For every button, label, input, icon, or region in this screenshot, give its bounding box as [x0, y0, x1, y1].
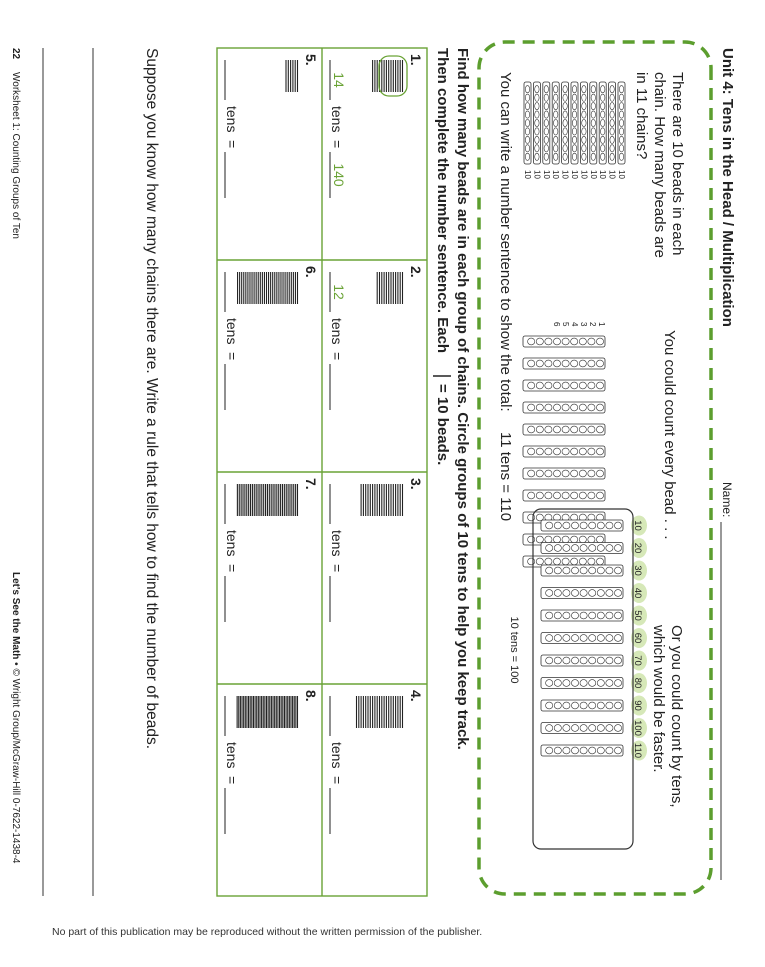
disclaimer: No part of this publication may be reproduced without the written permission of the publisher. [52, 926, 483, 938]
tens-count: 90 [632, 700, 643, 711]
bead-chain [541, 678, 623, 689]
equals-sign: = [329, 140, 345, 149]
tens-count: 30 [632, 565, 643, 576]
count-number: 1 [597, 322, 606, 327]
bead-chain [523, 358, 605, 369]
tally-group [286, 60, 298, 92]
count-number: 2 [588, 322, 597, 327]
bead-chain [618, 82, 625, 164]
problem-number: 4. [408, 690, 424, 702]
tally-group [377, 272, 402, 304]
tens-count: 50 [632, 610, 643, 621]
tally-group [361, 484, 402, 516]
bead-chain [541, 610, 623, 621]
tens-count: 20 [632, 542, 643, 554]
bead-chain [541, 723, 623, 734]
sentence-value: 11 tens = 110 [497, 432, 514, 522]
tens-answer: 12 [331, 284, 347, 300]
tens-count: 10 [632, 520, 643, 531]
tens-word: tens [224, 530, 240, 557]
bead-chain [533, 82, 540, 164]
problem-number: 5. [303, 54, 319, 66]
bead-chain [523, 424, 605, 435]
bead-chain [523, 468, 605, 479]
equals-sign: = [329, 352, 345, 361]
by-tens-text [650, 624, 685, 808]
equals-sign: = [224, 140, 240, 149]
page-number: 22 [10, 48, 21, 60]
bead-chain [523, 490, 605, 501]
problem-number: 6. [303, 266, 319, 278]
problem-cell [329, 54, 424, 198]
problem-cell [329, 266, 424, 410]
count-number: 3 [579, 322, 588, 327]
tally-group [373, 60, 403, 92]
bead-chain [580, 82, 587, 164]
chain-label: 10 [523, 170, 532, 179]
bead-chain [541, 655, 623, 666]
instructions-line1: Find how many beads are in each group of chains. Circle groups of 10 tens to help you keep track. [454, 48, 471, 750]
bead-chain [571, 82, 578, 164]
unit-title: Unit 4: Tens in the Head / Multiplication [719, 48, 736, 327]
chain-label: 10 [551, 170, 561, 179]
problem-cell [329, 478, 424, 622]
problem-cell [224, 266, 319, 410]
total-answer: 140 [331, 163, 347, 187]
instructions-line2: Then complete the number sentence. Each [434, 48, 451, 354]
tens-word: tens [224, 318, 240, 345]
problem-number: 7. [303, 478, 319, 490]
bead-chain [523, 402, 605, 413]
bead-chain [541, 700, 623, 711]
tens-count: 60 [632, 632, 643, 644]
rule-prompt: Suppose you know how many chains there are. Write a rule that tells how to find the number of beads. [143, 48, 160, 750]
sentence-prefix: You can write a number sentence to show the total: [497, 72, 514, 412]
chain-label: 10 [560, 170, 570, 179]
name-label: Name: [720, 482, 734, 518]
chain-label: 10 [617, 170, 626, 179]
example-chains-right [541, 516, 647, 761]
bead-chain [523, 336, 605, 347]
tally-group [237, 696, 297, 728]
tens-word: tens [224, 742, 240, 769]
tens-answer: 14 [331, 72, 347, 88]
chain-label: 10 [607, 170, 617, 179]
svg-text:Or you could count by tens,: Or you could count by tens, [668, 625, 685, 808]
example-question [633, 72, 686, 258]
bead-chain [524, 82, 531, 164]
tens-word: tens [329, 318, 345, 345]
problem-cell [329, 690, 424, 834]
tally-group [238, 272, 298, 304]
equals-sign: = [224, 564, 240, 573]
worksheet-label: Worksheet 1: Counting Groups of Ten [10, 72, 21, 239]
svg-text:chain. How many beads are: chain. How many beads are [651, 72, 668, 258]
chain-label: 10 [541, 170, 551, 179]
equals-sign: = [224, 352, 240, 361]
bead-chain [523, 446, 605, 457]
ten-tens-label: 10 tens = 100 [508, 616, 520, 684]
bead-chain [543, 82, 550, 164]
problem-number: 2. [408, 266, 424, 278]
bead-chain [599, 82, 606, 164]
chain-label: 10 [532, 170, 542, 179]
count-number: 5 [561, 322, 570, 327]
bead-chain [609, 82, 616, 164]
problem-number: 1. [408, 54, 424, 66]
problem-number: 8. [303, 690, 319, 702]
svg-text:There are 10 beads in each: There are 10 beads in each [669, 72, 686, 256]
bead-chain [541, 633, 623, 644]
instructions-line2-end: = 10 beads. [434, 384, 451, 466]
copyright: Let's See the Math • © Wright Group/McGraw-Hill 0-7622-1438-4 [10, 572, 21, 864]
chain-label: 10 [570, 170, 579, 179]
problem-cell [224, 690, 319, 834]
tens-count: 70 [632, 655, 643, 666]
svg-text:which would be faster.: which would be faster. [650, 625, 667, 773]
bead-chain [541, 520, 623, 531]
problem-number: 3. [408, 478, 424, 490]
problem-cell [224, 54, 319, 198]
tens-word: tens [329, 742, 345, 769]
tally-group [357, 696, 403, 728]
equals-sign: = [224, 776, 240, 785]
equals-sign: = [329, 564, 345, 573]
every-bead-text: You could count every bead . . . [661, 330, 678, 540]
chain-label: 10 [598, 170, 608, 179]
chain-label: 10 [579, 170, 589, 179]
tens-count: 100 [632, 720, 643, 736]
problem-cell [224, 478, 319, 622]
bead-chain [541, 565, 623, 576]
bead-chain [562, 82, 569, 164]
tens-word: tens [224, 106, 240, 133]
count-number: 4 [570, 322, 579, 327]
bead-chain [552, 82, 559, 164]
tens-count: 80 [632, 677, 643, 689]
tens-count: 40 [632, 587, 643, 599]
tens-word: tens [329, 106, 345, 133]
bead-chain [541, 745, 623, 756]
tens-word: tens [329, 530, 345, 557]
example-chains-left [523, 82, 626, 179]
tens-count: 110 [632, 742, 643, 759]
bead-chain [541, 543, 623, 554]
count-number: 6 [552, 322, 561, 327]
svg-text:in 11 chains?: in 11 chains? [633, 72, 650, 160]
chain-label: 10 [588, 170, 598, 179]
tally-group [237, 484, 297, 516]
bead-chain [590, 82, 597, 164]
bead-chain [523, 380, 605, 391]
bead-chain [541, 588, 623, 599]
equals-sign: = [329, 776, 345, 785]
